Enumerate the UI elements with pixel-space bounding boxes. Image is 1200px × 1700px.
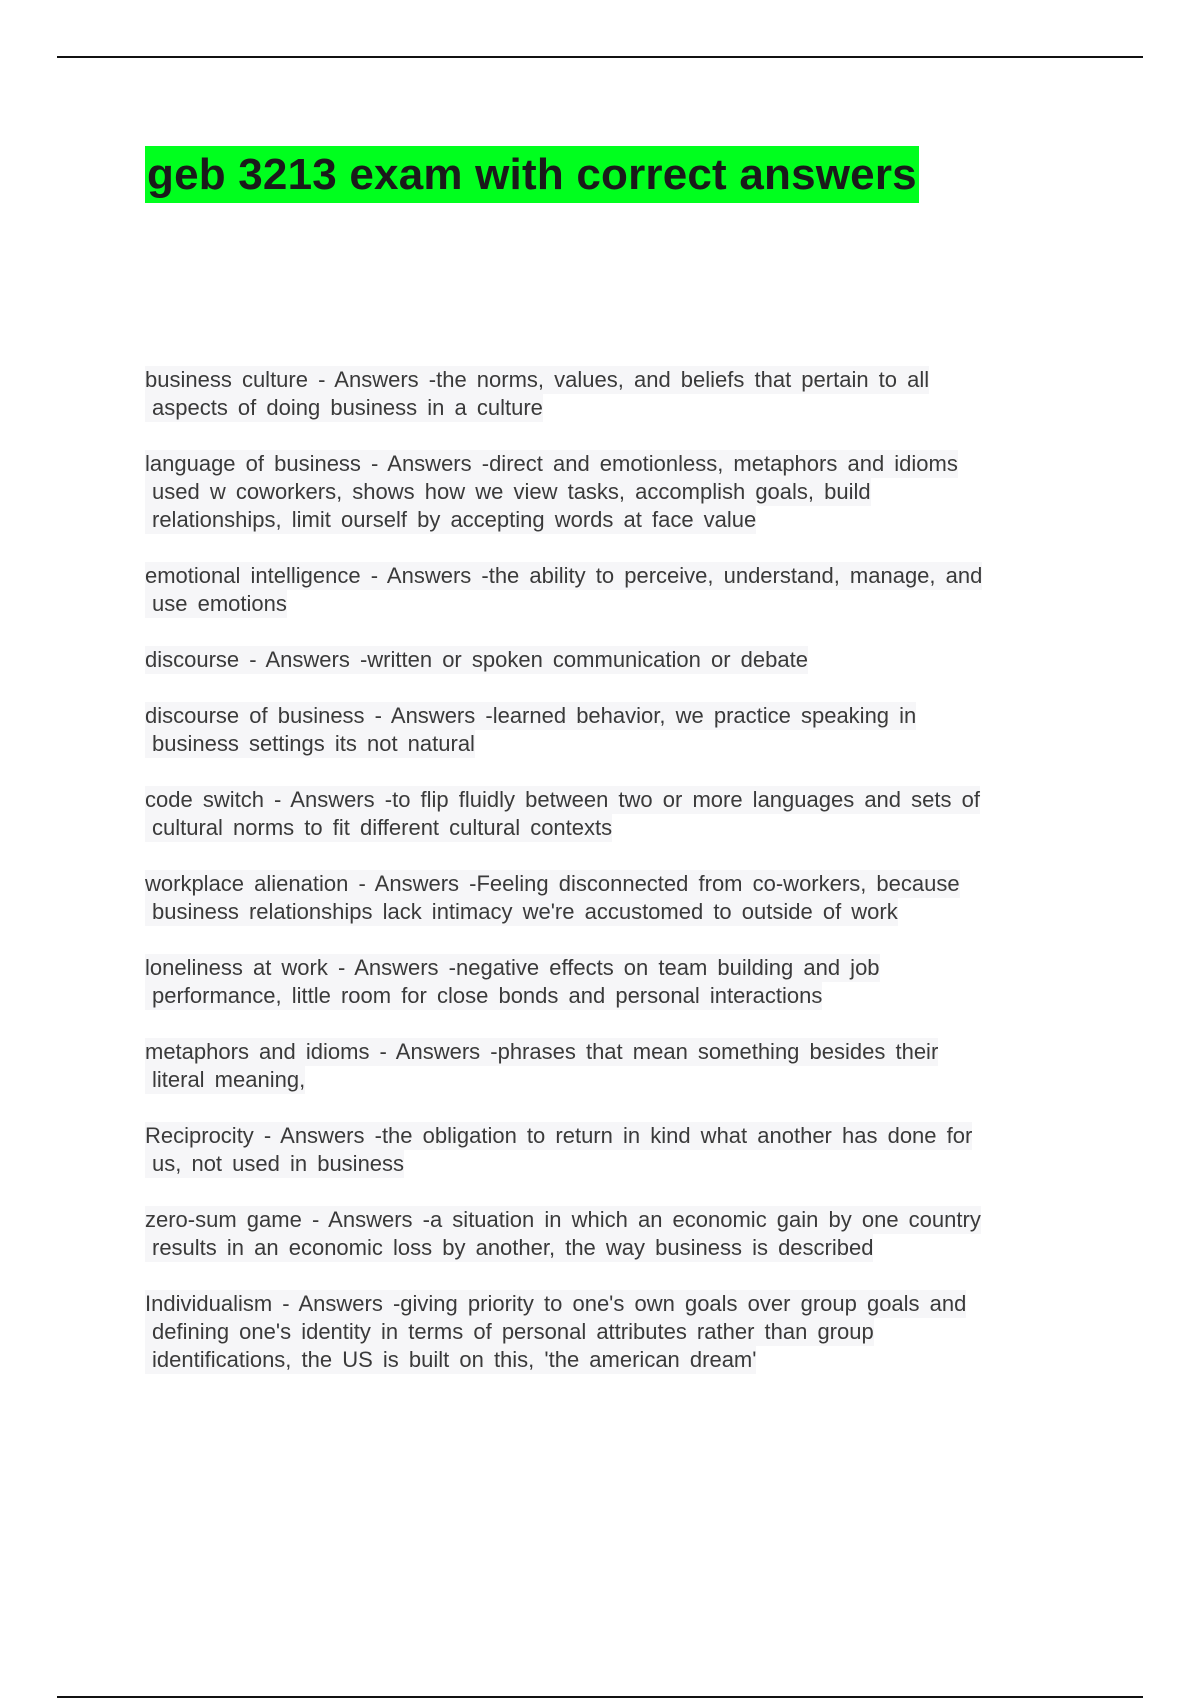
entry-line: performance, little room for close bonds and personal interactions [145, 982, 822, 1010]
answer-list [145, 366, 1085, 1402]
entry-line: literal meaning, [145, 1066, 305, 1094]
entry-emotional-intelligence [145, 562, 1085, 618]
top-rule [57, 56, 1143, 58]
entry-line: relationships, limit ourself by accepting words at face value [145, 506, 756, 534]
entry-line: aspects of doing business in a culture [145, 394, 543, 422]
entry-individualism [145, 1290, 1085, 1374]
entry-metaphors-and-idioms [145, 1038, 1085, 1094]
entry-loneliness-at-work [145, 954, 1085, 1010]
document-title: geb 3213 exam with correct answers [145, 146, 919, 203]
entry-workplace-alienation [145, 870, 1085, 926]
entry-line: business settings its not natural [145, 730, 475, 758]
entry-code-switch [145, 786, 1085, 842]
entry-discourse-of-business [145, 702, 1085, 758]
entry-line: discourse - Answers -written or spoken communication or debate [145, 647, 808, 672]
entry-line: workplace alienation - Answers -Feeling disconnected from co-workers, because [145, 871, 960, 896]
entry-line: emotional intelligence - Answers -the ability to perceive, understand, manage, and [145, 563, 983, 588]
entry-line: business culture - Answers -the norms, values, and beliefs that pertain to all [145, 367, 930, 392]
entry-line: metaphors and idioms - Answers -phrases that mean something besides their [145, 1039, 939, 1064]
entry-zero-sum-game [145, 1206, 1085, 1262]
entry-language-of-business [145, 450, 1085, 534]
entry-line: business relationships lack intimacy we're accustomed to outside of work [145, 898, 898, 926]
entry-line: results in an economic loss by another, the way business is described [145, 1234, 873, 1262]
entry-business-culture [145, 366, 1085, 422]
entry-line: discourse of business - Answers -learned behavior, we practice speaking in [145, 703, 917, 728]
entry-line: code switch - Answers -to flip fluidly between two or more languages and sets of [145, 787, 980, 812]
entry-line: defining one's identity in terms of personal attributes rather than group [145, 1318, 874, 1346]
entry-line: used w coworkers, shows how we view tasks, accomplish goals, build [145, 478, 871, 506]
entry-line: language of business - Answers -direct and emotionless, metaphors and idioms [145, 451, 958, 476]
entry-line: zero-sum game - Answers -a situation in which an economic gain by one country [145, 1207, 981, 1232]
entry-line: cultural norms to fit different cultural contexts [145, 814, 612, 842]
bottom-rule [57, 1696, 1143, 1698]
entry-line: Individualism - Answers -giving priority to one's own goals over group goals and [145, 1291, 967, 1316]
entry-line: us, not used in business [145, 1150, 404, 1178]
entry-line: use emotions [145, 590, 287, 618]
entry-line: Reciprocity - Answers -the obligation to return in kind what another has done for [145, 1123, 973, 1148]
entry-discourse [145, 646, 1085, 674]
entry-line: identifications, the US is built on this, 'the american dream' [145, 1346, 756, 1374]
entry-reciprocity [145, 1122, 1085, 1178]
entry-line: loneliness at work - Answers -negative effects on team building and job [145, 955, 880, 980]
